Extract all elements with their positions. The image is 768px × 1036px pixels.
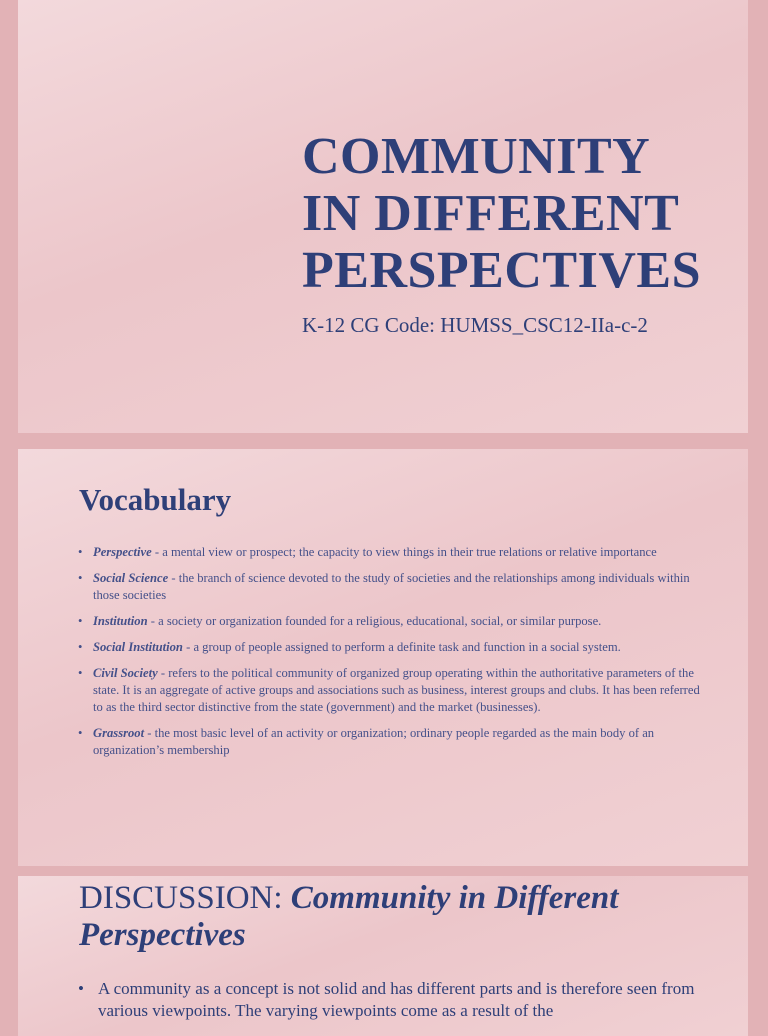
discussion-slide [18, 876, 748, 1036]
discussion-heading-prefix: DISCUSSION: [79, 880, 291, 916]
slide-title [302, 128, 701, 299]
vocabulary-slide [18, 449, 748, 866]
title-line: PERSPECTIVES [302, 242, 701, 299]
vocabulary-list [76, 544, 706, 768]
cg-code: K-12 CG Code: HUMSS_CSC12-IIa-c-2 [302, 313, 648, 337]
discussion-list [76, 978, 716, 1022]
vocabulary-item [76, 725, 706, 759]
vocabulary-item [76, 570, 706, 604]
vocabulary-definition: - refers to the political community of organized group operating within the authoritative parameters of the state. It is an aggregate of active groups and associations such as business, interest groups and clubs. It has been referred to as the third sector distinctive from the state (government) and the market (businesses). [93, 666, 700, 714]
vocabulary-term: Institution [93, 614, 148, 628]
vocabulary-item [76, 665, 706, 716]
title-line: COMMUNITY [302, 128, 651, 185]
vocabulary-heading: Vocabulary [79, 482, 232, 517]
discussion-heading-emphasis: Community in Different Perspectives [79, 880, 619, 953]
vocabulary-definition: - a society or organization founded for a religious, educational, social, or similar purpose. [147, 614, 602, 628]
discussion-heading [79, 880, 748, 954]
vocabulary-item [76, 639, 706, 656]
discussion-bullet: • A community as a concept is not solid and has different parts and is therefore seen from various viewpoints. The varying viewpoints come as a result of the [76, 978, 716, 1022]
vocabulary-item [76, 613, 706, 630]
title-slide [18, 0, 748, 433]
vocabulary-item [76, 544, 706, 561]
vocabulary-term: Social Institution [93, 640, 183, 654]
vocabulary-term: Civil Society [93, 666, 158, 680]
vocabulary-definition: - a group of people assigned to perform a definite task and function in a social system. [182, 640, 621, 654]
vocabulary-term: Social Science [93, 571, 169, 585]
title-line: IN DIFFERENT [302, 185, 680, 242]
vocabulary-term: Perspective [93, 545, 152, 559]
vocabulary-definition: - a mental view or prospect; the capacity to view things in their true relations or relative importance [151, 545, 657, 559]
vocabulary-definition: - the most basic level of an activity or organization; ordinary people regarded as the main body of an organization’s membership [93, 726, 655, 757]
vocabulary-definition: - the branch of science devoted to the study of societies and the relationships among individuals within those societies [93, 571, 690, 602]
vocabulary-term: Grassroot [93, 726, 145, 740]
